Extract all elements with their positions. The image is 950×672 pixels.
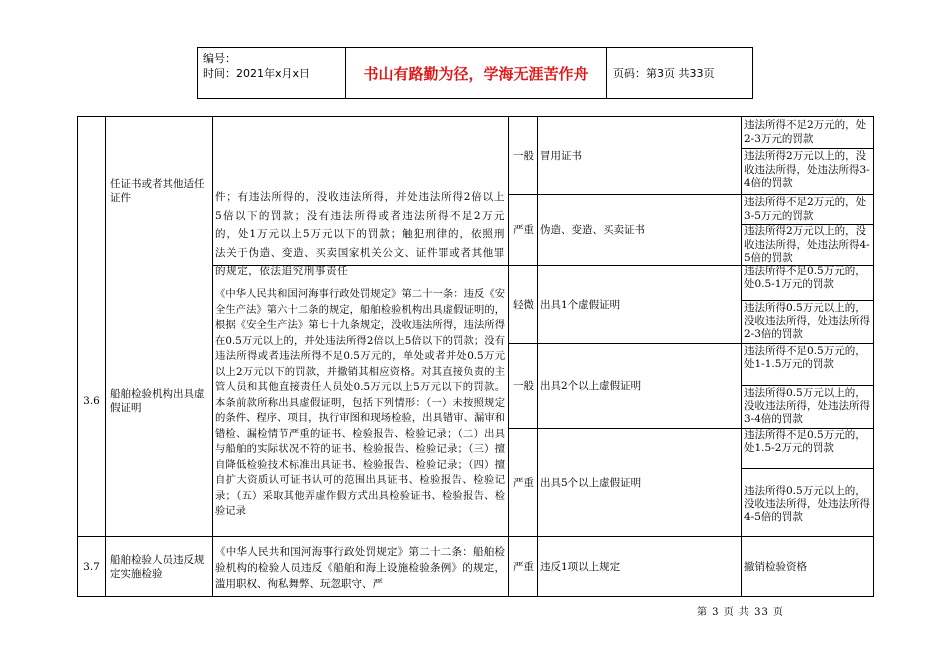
item-cell [108, 537, 210, 596]
number-label: 编号： [203, 52, 236, 65]
penalty-text: 违法所得不足0.5万元的，处1.5-2万元的罚款 [744, 429, 866, 454]
row-number [78, 266, 105, 536]
case-text: 冒用证书 [540, 149, 582, 162]
page-indicator: 页码：第3页 共33页 [613, 67, 715, 80]
page-footer: 第 3 页 共 33 页 [697, 607, 784, 618]
case-cell [540, 429, 740, 536]
item-text: 任证书或者其他适任证件 [110, 178, 205, 204]
level-text: 轻微 [513, 298, 534, 311]
penalty-cell [744, 537, 872, 596]
penalty-cell [744, 387, 872, 428]
basis-text: 件；有违法所得的，没收违法所得，并处违法所得2倍以上5倍以下的罚款；没有违法所得或者违法所得不足2万元的，处1万元以上5万元以下的罚款；触犯刑律的，依照刑法关于伪造、变造、买卖国家机关公文、证件罪或者其他罪的规定，依法追究刑事责任 [215, 191, 505, 277]
case-cell [540, 344, 740, 428]
penalty-text: 违法所得不足0.5万元的，处0.5-1万元的罚款 [744, 265, 866, 290]
item-cell [108, 117, 210, 265]
penalty-cell [744, 196, 872, 224]
basis-cell [215, 287, 505, 521]
case-cell [540, 266, 740, 343]
penalty-cell [744, 150, 872, 194]
penalty-cell [744, 119, 872, 148]
item-text: 船舶检验人员违反规定实施检验 [110, 553, 205, 580]
page-header [197, 47, 753, 99]
penalty-cell [744, 429, 872, 468]
item-cell [108, 266, 210, 536]
row-number-text: 3.7 [83, 560, 100, 573]
header-meta [198, 48, 346, 98]
penalty-text: 撤销检验资格 [744, 560, 807, 573]
penalty-cell [744, 485, 872, 535]
penalty-text: 违法所得0.5万元以上的，没收违法所得，处违法所得3-4倍的罚款 [744, 387, 870, 425]
level-cell [510, 195, 537, 265]
penalty-cell [744, 265, 872, 300]
case-cell [540, 195, 740, 265]
time-label: 时间：2021年x月x日 [203, 67, 311, 80]
item-text: 船舶检验机构出具虚假证明 [110, 388, 205, 414]
basis-cell [215, 188, 505, 280]
case-text: 出具2个以上虚假证明 [540, 380, 642, 392]
penalty-cell [744, 345, 872, 385]
level-cell [510, 429, 537, 536]
penalty-cell [744, 302, 872, 343]
motto: 书山有路勤为径，学海无涯苦作舟 [346, 48, 607, 98]
penalty-text: 违法所得0.5万元以上的，没收违法所得，处违法所得4-5倍的罚款 [744, 485, 870, 523]
penalty-text: 违法所得0.5万元以上的，没收违法所得，处违法所得2-3倍的罚款 [744, 302, 870, 340]
basis-cell [215, 544, 505, 596]
level-text: 严重 [513, 560, 534, 573]
row-number-text: 3.6 [83, 395, 100, 407]
case-text: 出具5个以上虚假证明 [540, 476, 642, 489]
case-cell [540, 117, 740, 194]
penalty-text: 违法所得不足0.5万元的，处1-1.5万元的罚款 [744, 345, 866, 370]
level-text: 严重 [513, 224, 534, 236]
level-text: 一般 [513, 149, 534, 162]
case-text: 伪造、变造、买卖证书 [540, 224, 645, 236]
penalty-cell [744, 225, 872, 265]
level-cell [510, 537, 537, 596]
penalty-text: 违法所得2万元以上的，没收违法所得，处违法所得3-4倍的罚款 [744, 150, 870, 189]
level-cell [510, 266, 537, 343]
penalty-text: 违法所得2万元以上的，没收违法所得，处违法所得4-5倍的罚款 [744, 225, 870, 264]
basis-text: 《中华人民共和国河海事行政处罚规定》第二十一条：违反《安全生产法》第六十二条的规定，船舶检验机构出具虚假证明的，根据《安全生产法》第七十九条规定，没收违法所得，违法所得在0.5万元以上的，并处违法所得2倍以上5倍以下的罚款；没有违法所得或者违法所得不足0.5万元的，单处或者并处0.5万元以上2万元以下的罚款，并撤销其相应资格。对其直接负责的主管人员和其他直接责任人员处0.5万元以上5万元以下的罚款。本条前款所称出具虚假证明，包括下列情形：（一）未按照规定的条件、程序、项目，执行审图和现场检验，出具错审、漏审和错检、漏检情节严重的证书、检验报告、检验记录；（二）出具与船舶的实际状况不符的证书、检验报告、检验记录；（三）擅自降低检验技术标准出具证书、检验报告、检验记录；（四）擅自扩大资质认可证书认可的范围出具证书、检验报告、检验记录；（五）采取其他弄虚作假方式出具检验证书、检验报告、检验记录 [215, 288, 505, 517]
case-text: 出具1个虚假证明 [540, 298, 621, 311]
penalty-text: 违法所得不足2万元的，处2-3万元的罚款 [744, 119, 867, 145]
row-number [78, 537, 105, 596]
level-text: 严重 [513, 476, 534, 489]
basis-text: 《中华人民共和国河海事行政处罚规定》第二十二条：船舶检验机构的检验人员违反《船舶和海上设施检验条例》的规定，滥用职权、徇私舞弊、玩忽职守、严 [215, 546, 505, 590]
penalty-text: 违法所得不足2万元的，处3-5万元的罚款 [744, 196, 867, 222]
case-cell [540, 537, 740, 596]
level-cell [510, 117, 537, 194]
level-cell [510, 344, 537, 428]
case-text: 违反1项以上规定 [540, 560, 621, 573]
level-text: 一般 [513, 380, 534, 392]
